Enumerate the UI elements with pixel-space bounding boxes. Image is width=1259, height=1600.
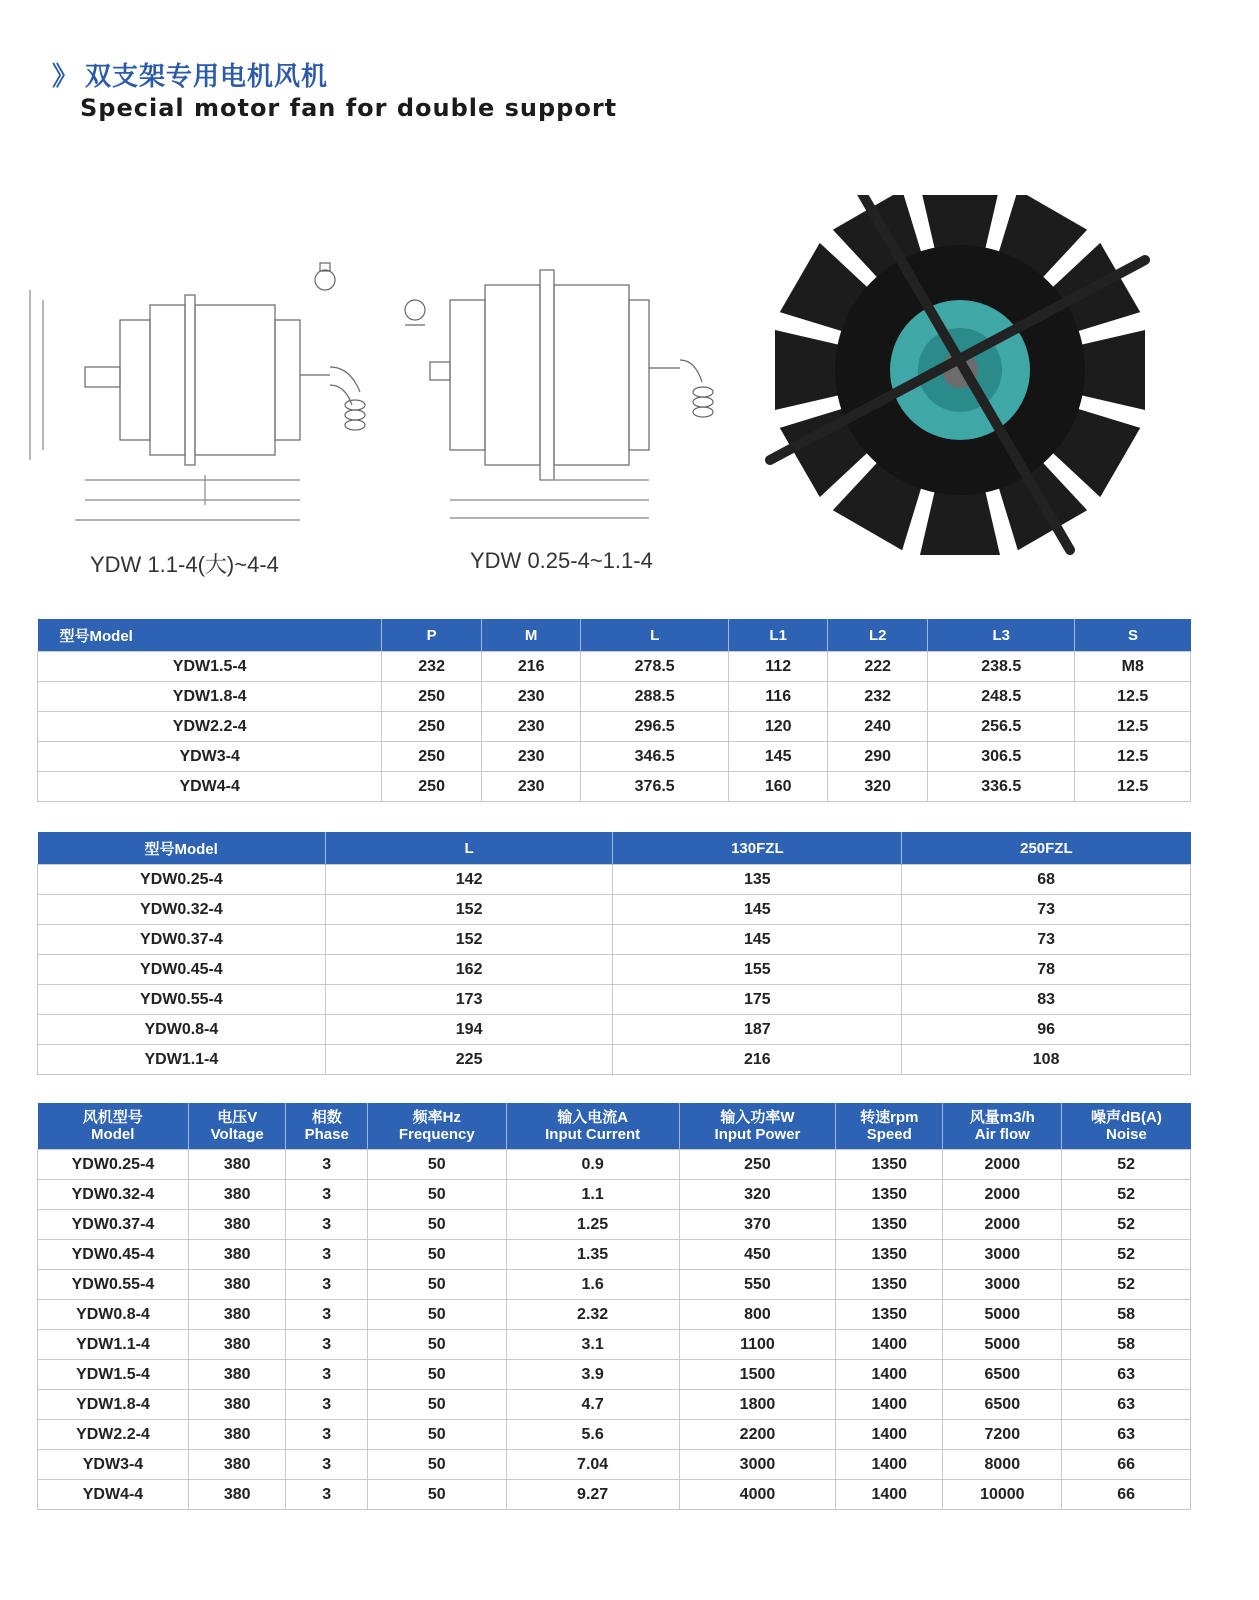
cell: 250 <box>382 772 482 802</box>
cell: 3000 <box>943 1240 1062 1270</box>
cell: 50 <box>367 1330 506 1360</box>
cell: 66 <box>1062 1450 1191 1480</box>
cell: 96 <box>902 1015 1191 1045</box>
cell: 152 <box>325 925 613 955</box>
cell: 380 <box>188 1240 286 1270</box>
cell: 175 <box>613 985 902 1015</box>
table-row <box>38 1360 1191 1390</box>
header-cn: 电压V <box>217 1109 258 1126</box>
cell: 83 <box>902 985 1191 1015</box>
cell: 194 <box>325 1015 613 1045</box>
cell: 1400 <box>836 1420 943 1450</box>
cell: 1.25 <box>506 1210 679 1240</box>
cell: 296.5 <box>581 712 728 742</box>
cell: 1350 <box>836 1210 943 1240</box>
cell: 145 <box>613 895 902 925</box>
page-title-en: Special motor fan for double support <box>80 94 618 122</box>
cell: 145 <box>728 742 828 772</box>
table-row <box>38 712 1191 742</box>
header-cn: 输入电流A <box>557 1109 629 1126</box>
cell: 50 <box>367 1210 506 1240</box>
table-row <box>38 1150 1191 1180</box>
cell: 238.5 <box>927 652 1074 682</box>
header-en: Frequency <box>398 1126 475 1143</box>
cell: 250 <box>382 712 482 742</box>
cell: 7200 <box>943 1420 1062 1450</box>
cell: YDW0.25-4 <box>38 1150 189 1180</box>
cell: 0.9 <box>506 1150 679 1180</box>
cell: YDW3-4 <box>38 1450 189 1480</box>
drawing-large-motor <box>25 255 385 535</box>
cell: 1350 <box>836 1300 943 1330</box>
drawing-small-motor <box>395 240 745 530</box>
header-cn: 频率Hz <box>412 1109 461 1126</box>
cell: 152 <box>325 895 613 925</box>
cell: 52 <box>1062 1150 1191 1180</box>
table-row <box>38 1450 1191 1480</box>
table-row <box>38 865 1191 895</box>
cell: 73 <box>902 925 1191 955</box>
cell: YDW0.8-4 <box>38 1300 189 1330</box>
cell: 450 <box>679 1240 836 1270</box>
col-130fzl: 130FZL <box>613 832 902 865</box>
table-row <box>38 1015 1191 1045</box>
cell: 216 <box>481 652 581 682</box>
cell: YDW0.32-4 <box>38 1180 189 1210</box>
cell: 380 <box>188 1270 286 1300</box>
cell: 50 <box>367 1420 506 1450</box>
table-row <box>38 1420 1191 1450</box>
table-row <box>38 895 1191 925</box>
cell: 3 <box>286 1210 368 1240</box>
header-en: Noise <box>1105 1126 1147 1143</box>
cell: 256.5 <box>927 712 1074 742</box>
cell: 3 <box>286 1450 368 1480</box>
table-row <box>38 1480 1191 1510</box>
cell: 1400 <box>836 1450 943 1480</box>
cell: YDW0.37-4 <box>38 1210 189 1240</box>
col-l3: L3 <box>927 619 1074 652</box>
title-cn-text: 双支架专用电机风机 <box>85 62 329 92</box>
cell: 3 <box>286 1270 368 1300</box>
fan-image <box>760 195 1170 575</box>
cell: 2.32 <box>506 1300 679 1330</box>
cell: 162 <box>325 955 613 985</box>
col-input-current <box>506 1103 679 1150</box>
cell: 1350 <box>836 1240 943 1270</box>
table-row <box>38 1390 1191 1420</box>
cell: 232 <box>828 682 928 712</box>
cell: 7.04 <box>506 1450 679 1480</box>
cell: 1400 <box>836 1390 943 1420</box>
cell: 800 <box>679 1300 836 1330</box>
cell: YDW1.1-4 <box>38 1330 189 1360</box>
cell: 1.6 <box>506 1270 679 1300</box>
cell: 370 <box>679 1210 836 1240</box>
cell: 10000 <box>943 1480 1062 1510</box>
table-row <box>38 925 1191 955</box>
cell: 1100 <box>679 1330 836 1360</box>
table-row <box>38 985 1191 1015</box>
cell: YDW1.5-4 <box>38 652 382 682</box>
cell: 376.5 <box>581 772 728 802</box>
header-en: Model <box>91 1126 135 1143</box>
cell: 116 <box>728 682 828 712</box>
table-row <box>38 1300 1191 1330</box>
page-title-cn <box>52 56 328 93</box>
cell: 120 <box>728 712 828 742</box>
cell: 3000 <box>943 1270 1062 1300</box>
cell: 290 <box>828 742 928 772</box>
cell: 9.27 <box>506 1480 679 1510</box>
cell: 380 <box>188 1420 286 1450</box>
cell: YDW1.1-4 <box>38 1045 326 1075</box>
performance-table-body <box>38 1150 1191 1510</box>
table-row <box>38 772 1191 802</box>
cell: 155 <box>613 955 902 985</box>
cell: 3.9 <box>506 1360 679 1390</box>
table-row <box>38 652 1191 682</box>
cell: 380 <box>188 1150 286 1180</box>
col-model: 型号Model <box>38 619 382 652</box>
cell: 3 <box>286 1240 368 1270</box>
chevron-icon: 》 <box>52 62 80 92</box>
cell: 250 <box>382 742 482 772</box>
cell: 222 <box>828 652 928 682</box>
cell: 3.1 <box>506 1330 679 1360</box>
header-en: Voltage <box>210 1126 264 1143</box>
cell: 1350 <box>836 1270 943 1300</box>
col-l1: L1 <box>728 619 828 652</box>
cell: M8 <box>1075 652 1191 682</box>
cell: 50 <box>367 1150 506 1180</box>
header-en: Input Current <box>545 1126 641 1143</box>
cell: 3 <box>286 1180 368 1210</box>
col-m: M <box>481 619 581 652</box>
cell: 50 <box>367 1300 506 1330</box>
cell: 3 <box>286 1390 368 1420</box>
table-row <box>38 682 1191 712</box>
header-en: Speed <box>866 1126 912 1143</box>
cell: 52 <box>1062 1180 1191 1210</box>
cell: 306.5 <box>927 742 1074 772</box>
drawing-caption-right: YDW 0.25-4~1.1-4 <box>470 548 653 573</box>
dimensions-table-small <box>37 832 1191 1075</box>
cell: 63 <box>1062 1390 1191 1420</box>
cell: 248.5 <box>927 682 1074 712</box>
table-header-row <box>38 1103 1191 1150</box>
cell: 1800 <box>679 1390 836 1420</box>
cell: 232 <box>382 652 482 682</box>
cell: 380 <box>188 1390 286 1420</box>
cell: 50 <box>367 1270 506 1300</box>
cell: YDW1.8-4 <box>38 682 382 712</box>
dimensions-table-large <box>37 619 1191 802</box>
cell: 225 <box>325 1045 613 1075</box>
cell: 380 <box>188 1330 286 1360</box>
cell: 108 <box>902 1045 1191 1075</box>
table-row <box>38 955 1191 985</box>
cell: 380 <box>188 1360 286 1390</box>
cell: 160 <box>728 772 828 802</box>
cell: 240 <box>828 712 928 742</box>
cell: YDW0.45-4 <box>38 955 326 985</box>
cell: 250 <box>382 682 482 712</box>
header-cn: 输入功率W <box>720 1109 795 1126</box>
col-noise <box>1062 1103 1191 1150</box>
cell: 1400 <box>836 1480 943 1510</box>
header-cn: 噪声dB(A) <box>1091 1109 1162 1126</box>
table-row <box>38 1180 1191 1210</box>
cell: 58 <box>1062 1330 1191 1360</box>
cell: 142 <box>325 865 613 895</box>
cell: 2200 <box>679 1420 836 1450</box>
cell: YDW4-4 <box>38 1480 189 1510</box>
cell: 1.35 <box>506 1240 679 1270</box>
cell: 320 <box>679 1180 836 1210</box>
cell: 52 <box>1062 1210 1191 1240</box>
table-header-row <box>38 619 1191 652</box>
cell: YDW2.2-4 <box>38 1420 189 1450</box>
cell: YDW0.8-4 <box>38 1015 326 1045</box>
cell: 288.5 <box>581 682 728 712</box>
header-cn: 相数 <box>311 1109 342 1126</box>
cell: 63 <box>1062 1420 1191 1450</box>
col-l2: L2 <box>828 619 928 652</box>
cell: 12.5 <box>1075 742 1191 772</box>
cell: 380 <box>188 1180 286 1210</box>
col-s: S <box>1075 619 1191 652</box>
drawing-caption-left: YDW 1.1-4(大)~4-4 <box>90 552 279 577</box>
header-cn: 转速rpm <box>860 1109 919 1126</box>
cell: 187 <box>613 1015 902 1045</box>
cell: 12.5 <box>1075 682 1191 712</box>
cell: 5000 <box>943 1330 1062 1360</box>
cell: 380 <box>188 1300 286 1330</box>
header-en: Phase <box>304 1126 349 1143</box>
col-model <box>38 1103 189 1150</box>
cell: 6500 <box>943 1360 1062 1390</box>
cell: 68 <box>902 865 1191 895</box>
cell: YDW3-4 <box>38 742 382 772</box>
cell: 6500 <box>943 1390 1062 1420</box>
table-row <box>38 742 1191 772</box>
cell: YDW0.32-4 <box>38 895 326 925</box>
table-row <box>38 1240 1191 1270</box>
col-air-flow <box>943 1103 1062 1150</box>
cell: 4000 <box>679 1480 836 1510</box>
cell: 173 <box>325 985 613 1015</box>
cell: 320 <box>828 772 928 802</box>
cell: 5.6 <box>506 1420 679 1450</box>
col-l: L <box>325 832 613 865</box>
cell: 63 <box>1062 1360 1191 1390</box>
col-frequency <box>367 1103 506 1150</box>
cell: 230 <box>481 772 581 802</box>
cell: 52 <box>1062 1270 1191 1300</box>
cell: 2000 <box>943 1210 1062 1240</box>
cell: 50 <box>367 1480 506 1510</box>
cell: 1500 <box>679 1360 836 1390</box>
cell: 230 <box>481 712 581 742</box>
cell: 1400 <box>836 1360 943 1390</box>
cell: 278.5 <box>581 652 728 682</box>
cell: 8000 <box>943 1450 1062 1480</box>
cell: 216 <box>613 1045 902 1075</box>
cell: 2000 <box>943 1150 1062 1180</box>
cell: 50 <box>367 1180 506 1210</box>
table-row <box>38 1210 1191 1240</box>
cell: 58 <box>1062 1300 1191 1330</box>
cell: 145 <box>613 925 902 955</box>
cell: 346.5 <box>581 742 728 772</box>
col-250fzl: 250FZL <box>902 832 1191 865</box>
cell: YDW1.8-4 <box>38 1390 189 1420</box>
cell: 380 <box>188 1480 286 1510</box>
cell: 3 <box>286 1300 368 1330</box>
cell: 336.5 <box>927 772 1074 802</box>
cell: YDW4-4 <box>38 772 382 802</box>
cell: 50 <box>367 1450 506 1480</box>
cell: 3 <box>286 1420 368 1450</box>
cell: 52 <box>1062 1240 1191 1270</box>
cell: YDW0.25-4 <box>38 865 326 895</box>
cell: 3 <box>286 1480 368 1510</box>
cell: 230 <box>481 682 581 712</box>
col-l: L <box>581 619 728 652</box>
cell: 1350 <box>836 1180 943 1210</box>
col-model: 型号Model <box>38 832 326 865</box>
cell: 3 <box>286 1150 368 1180</box>
cell: 50 <box>367 1240 506 1270</box>
col-speed <box>836 1103 943 1150</box>
cell: 73 <box>902 895 1191 925</box>
cell: 1350 <box>836 1150 943 1180</box>
cell: 12.5 <box>1075 772 1191 802</box>
col-phase <box>286 1103 368 1150</box>
cell: 78 <box>902 955 1191 985</box>
table-row <box>38 1330 1191 1360</box>
header-cn: 风量m3/h <box>969 1109 1035 1126</box>
cell: 550 <box>679 1270 836 1300</box>
cell: 2000 <box>943 1180 1062 1210</box>
header-cn: 风机型号 <box>82 1109 143 1126</box>
cell: YDW0.45-4 <box>38 1240 189 1270</box>
cell: 250 <box>679 1150 836 1180</box>
cell: 3 <box>286 1330 368 1360</box>
cell: 112 <box>728 652 828 682</box>
table-row <box>38 1045 1191 1075</box>
cell: 230 <box>481 742 581 772</box>
cell: 4.7 <box>506 1390 679 1420</box>
cell: 1.1 <box>506 1180 679 1210</box>
cell: 380 <box>188 1210 286 1240</box>
cell: 50 <box>367 1390 506 1420</box>
table-header-row <box>38 832 1191 865</box>
cell: YDW0.55-4 <box>38 985 326 1015</box>
cell: YDW0.37-4 <box>38 925 326 955</box>
cell: 1400 <box>836 1330 943 1360</box>
col-voltage <box>188 1103 286 1150</box>
table-row <box>38 1270 1191 1300</box>
col-input-power <box>679 1103 836 1150</box>
performance-table <box>37 1103 1191 1510</box>
col-p: P <box>382 619 482 652</box>
cell: 12.5 <box>1075 712 1191 742</box>
cell: 380 <box>188 1450 286 1480</box>
cell: 3 <box>286 1360 368 1390</box>
cell: YDW2.2-4 <box>38 712 382 742</box>
cell: 135 <box>613 865 902 895</box>
cell: 66 <box>1062 1480 1191 1510</box>
cell: YDW0.55-4 <box>38 1270 189 1300</box>
cell: 3000 <box>679 1450 836 1480</box>
cell: YDW1.5-4 <box>38 1360 189 1390</box>
cell: 5000 <box>943 1300 1062 1330</box>
header-en: Air flow <box>974 1126 1030 1143</box>
cell: 50 <box>367 1360 506 1390</box>
header-en: Input Power <box>714 1126 801 1143</box>
